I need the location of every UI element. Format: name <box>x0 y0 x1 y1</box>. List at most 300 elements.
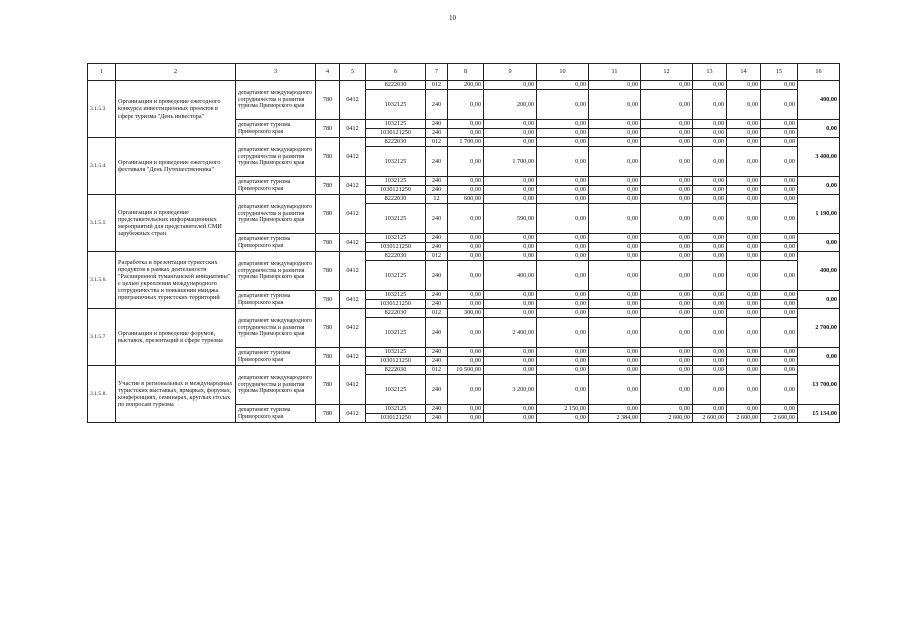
target-item-code: 8222030 <box>366 366 426 375</box>
amount-cell: 0,00 <box>693 309 727 318</box>
expense-type-code: 240 <box>426 300 448 309</box>
amount-cell: 2 600,00 <box>693 414 727 423</box>
amount-cell: 0,00 <box>537 186 589 195</box>
amount-cell: 0,00 <box>761 252 798 261</box>
amount-cell: 0,00 <box>589 243 641 252</box>
amount-cell: 0,00 <box>448 177 484 186</box>
target-item-code: 1030121250 <box>366 129 426 138</box>
section-code: 0412 <box>340 291 366 309</box>
expense-type-code: 240 <box>426 261 448 291</box>
amount-cell: 0,00 <box>641 120 693 129</box>
responsible-dept: департамент международного сотрудничества и развития туризма Приморского края <box>236 138 316 177</box>
amount-cell: 0,00 <box>448 375 484 405</box>
grbs-code: 780 <box>316 252 340 291</box>
budget-table <box>87 63 840 423</box>
amount-cell: 0,00 <box>693 291 727 300</box>
amount-cell: 0,00 <box>727 405 761 414</box>
responsible-dept: департамент международного сотрудничества и развития туризма Приморского края <box>236 81 316 120</box>
amount-cell: 0,00 <box>693 300 727 309</box>
section-code: 0412 <box>340 252 366 291</box>
item-total: 3 400,00 <box>798 138 840 177</box>
amount-cell: 0,00 <box>537 195 589 204</box>
target-item-code: 1032125 <box>366 120 426 129</box>
amount-cell: 0,00 <box>589 138 641 147</box>
target-item-code: 1032125 <box>366 348 426 357</box>
item-code: 3.1.5.4 <box>88 138 116 195</box>
amount-cell: 0,00 <box>589 195 641 204</box>
table-row <box>88 138 840 147</box>
responsible-dept: департамент туризма Приморского края <box>236 291 316 309</box>
amount-cell: 0,00 <box>641 186 693 195</box>
amount-cell: 0,00 <box>727 147 761 177</box>
expense-type-code: 240 <box>426 348 448 357</box>
responsible-dept: департамент туризма Приморского края <box>236 177 316 195</box>
amount-cell: 0,00 <box>484 186 537 195</box>
expense-type-code: 240 <box>426 375 448 405</box>
amount-cell: 0,00 <box>484 414 537 423</box>
amount-cell: 0,00 <box>484 120 537 129</box>
amount-cell: 0,00 <box>537 300 589 309</box>
amount-cell: 0,00 <box>537 177 589 186</box>
amount-cell: 0,00 <box>641 318 693 348</box>
amount-cell: 0,00 <box>693 366 727 375</box>
target-item-code: 1032125 <box>366 291 426 300</box>
target-item-code: 8222030 <box>366 309 426 318</box>
amount-cell: 0,00 <box>448 405 484 414</box>
amount-cell: 0,00 <box>448 300 484 309</box>
amount-cell: 0,00 <box>761 129 798 138</box>
expense-type-code: 240 <box>426 186 448 195</box>
amount-cell: 0,00 <box>693 195 727 204</box>
amount-cell: 0,00 <box>641 204 693 234</box>
target-item-code: 1032125 <box>366 375 426 405</box>
amount-cell: 590,00 <box>484 204 537 234</box>
amount-cell: 0,00 <box>537 138 589 147</box>
amount-cell: 0,00 <box>761 357 798 366</box>
amount-cell: 0,00 <box>641 81 693 90</box>
amount-cell: 0,00 <box>727 204 761 234</box>
responsible-dept: департамент туризма Приморского края <box>236 120 316 138</box>
section-code: 0412 <box>340 234 366 252</box>
amount-cell: 0,00 <box>589 375 641 405</box>
amount-cell: 0,00 <box>761 195 798 204</box>
amount-cell: 300,00 <box>448 309 484 318</box>
target-item-code: 1032125 <box>366 261 426 291</box>
responsible-dept: департамент международного сотрудничества и развития туризма Приморского края <box>236 309 316 348</box>
amount-cell: 0,00 <box>484 252 537 261</box>
amount-cell: 600,00 <box>448 195 484 204</box>
amount-cell: 0,00 <box>589 300 641 309</box>
item-total: 0,00 <box>798 348 840 366</box>
expense-type-code: 240 <box>426 291 448 300</box>
item-code: 3.1.5.5 <box>88 195 116 252</box>
amount-cell: 0,00 <box>537 120 589 129</box>
amount-cell: 0,00 <box>589 129 641 138</box>
amount-cell: 0,00 <box>589 120 641 129</box>
amount-cell: 0,00 <box>641 138 693 147</box>
amount-cell: 0,00 <box>448 357 484 366</box>
amount-cell: 0,00 <box>693 90 727 120</box>
amount-cell: 0,00 <box>589 147 641 177</box>
expense-type-code: 240 <box>426 357 448 366</box>
amount-cell: 0,00 <box>484 357 537 366</box>
table-row <box>88 195 840 204</box>
expense-type-code: 240 <box>426 90 448 120</box>
amount-cell: 1 700,00 <box>448 138 484 147</box>
target-item-code: 1032125 <box>366 177 426 186</box>
item-total: 2 700,00 <box>798 309 840 348</box>
amount-cell: 0,00 <box>761 234 798 243</box>
header-cell: 16 <box>798 64 840 81</box>
amount-cell: 0,00 <box>484 81 537 90</box>
item-total: 0,00 <box>798 291 840 309</box>
item-total: 400,00 <box>798 252 840 291</box>
amount-cell: 0,00 <box>589 81 641 90</box>
target-item-code: 1032125 <box>366 318 426 348</box>
amount-cell: 0,00 <box>484 348 537 357</box>
amount-cell: 0,00 <box>727 261 761 291</box>
amount-cell: 0,00 <box>761 366 798 375</box>
expense-type-code: 240 <box>426 129 448 138</box>
grbs-code: 780 <box>316 177 340 195</box>
amount-cell: 0,00 <box>693 243 727 252</box>
amount-cell: 0,00 <box>589 291 641 300</box>
amount-cell: 0,00 <box>727 357 761 366</box>
amount-cell: 0,00 <box>589 366 641 375</box>
amount-cell: 0,00 <box>641 405 693 414</box>
grbs-code: 780 <box>316 366 340 405</box>
amount-cell: 0,00 <box>589 261 641 291</box>
amount-cell: 0,00 <box>641 129 693 138</box>
amount-cell: 0,00 <box>484 138 537 147</box>
amount-cell: 0,00 <box>537 366 589 375</box>
amount-cell: 0,00 <box>589 348 641 357</box>
grbs-code: 780 <box>316 81 340 120</box>
expense-type-code: 012 <box>426 138 448 147</box>
expense-type-code: 12 <box>426 195 448 204</box>
grbs-code: 780 <box>316 120 340 138</box>
target-item-code: 1032125 <box>366 90 426 120</box>
amount-cell: 0,00 <box>537 252 589 261</box>
amount-cell: 0,00 <box>484 309 537 318</box>
amount-cell: 200,00 <box>448 81 484 90</box>
amount-cell: 0,00 <box>641 252 693 261</box>
amount-cell: 0,00 <box>484 366 537 375</box>
target-item-code: 1030121250 <box>366 300 426 309</box>
amount-cell: 0,00 <box>761 147 798 177</box>
amount-cell: 0,00 <box>448 348 484 357</box>
amount-cell: 0,00 <box>448 414 484 423</box>
amount-cell: 0,00 <box>761 375 798 405</box>
amount-cell: 2 400,00 <box>484 318 537 348</box>
responsible-dept: департамент туризма Приморского края <box>236 234 316 252</box>
amount-cell: 0,00 <box>727 186 761 195</box>
amount-cell: 0,00 <box>589 318 641 348</box>
amount-cell: 0,00 <box>727 120 761 129</box>
amount-cell: 0,00 <box>727 366 761 375</box>
amount-cell: 0,00 <box>448 90 484 120</box>
header-cell: 1 <box>88 64 116 81</box>
amount-cell: 0,00 <box>537 81 589 90</box>
table-row <box>88 366 840 375</box>
amount-cell: 0,00 <box>761 186 798 195</box>
amount-cell: 0,00 <box>693 357 727 366</box>
section-code: 0412 <box>340 195 366 234</box>
header-cell: 9 <box>484 64 537 81</box>
amount-cell: 0,00 <box>641 147 693 177</box>
amount-cell: 0,00 <box>484 405 537 414</box>
target-item-code: 8222030 <box>366 138 426 147</box>
expense-type-code: 240 <box>426 147 448 177</box>
amount-cell: 0,00 <box>641 234 693 243</box>
amount-cell: 0,00 <box>693 204 727 234</box>
amount-cell: 0,00 <box>537 147 589 177</box>
amount-cell: 10 500,00 <box>448 366 484 375</box>
amount-cell: 0,00 <box>484 234 537 243</box>
amount-cell: 0,00 <box>589 234 641 243</box>
amount-cell: 0,00 <box>448 120 484 129</box>
amount-cell: 0,00 <box>448 147 484 177</box>
expense-type-code: 240 <box>426 243 448 252</box>
expense-type-code: 240 <box>426 204 448 234</box>
amount-cell: 0,00 <box>589 252 641 261</box>
target-item-code: 8222030 <box>366 195 426 204</box>
amount-cell: 0,00 <box>448 129 484 138</box>
amount-cell: 0,00 <box>589 186 641 195</box>
target-item-code: 1030121250 <box>366 243 426 252</box>
amount-cell: 0,00 <box>761 204 798 234</box>
item-total: 15 134,00 <box>798 405 840 423</box>
target-item-code: 1030121250 <box>366 414 426 423</box>
amount-cell: 0,00 <box>537 204 589 234</box>
item-total: 0,00 <box>798 120 840 138</box>
amount-cell: 0,00 <box>484 195 537 204</box>
amount-cell: 0,00 <box>727 234 761 243</box>
amount-cell: 0,00 <box>727 291 761 300</box>
amount-cell: 0,00 <box>537 357 589 366</box>
item-total: 0,00 <box>798 177 840 195</box>
amount-cell: 0,00 <box>537 309 589 318</box>
item-code: 3.1.5.8. <box>88 366 116 423</box>
responsible-dept: департамент международного сотрудничества и развития туризма Приморского края <box>236 195 316 234</box>
amount-cell: 0,00 <box>693 120 727 129</box>
header-cell: 15 <box>761 64 798 81</box>
expense-type-code: 240 <box>426 414 448 423</box>
item-name: Организация и проведение представительских информационных мероприятий для представителей СМИ зарубежных стран <box>116 195 236 252</box>
grbs-code: 780 <box>316 138 340 177</box>
amount-cell: 0,00 <box>693 375 727 405</box>
amount-cell: 0,00 <box>448 318 484 348</box>
amount-cell: 0,00 <box>693 234 727 243</box>
responsible-dept: департамент туризма Приморского края <box>236 348 316 366</box>
amount-cell: 0,00 <box>727 309 761 318</box>
amount-cell: 0,00 <box>761 243 798 252</box>
amount-cell: 0,00 <box>761 81 798 90</box>
amount-cell: 0,00 <box>693 147 727 177</box>
amount-cell: 0,00 <box>727 300 761 309</box>
item-code: 3.1.5.6. <box>88 252 116 309</box>
amount-cell: 0,00 <box>693 405 727 414</box>
header-cell: 6 <box>366 64 426 81</box>
amount-cell: 0,00 <box>589 90 641 120</box>
amount-cell: 0,00 <box>761 291 798 300</box>
amount-cell: 0,00 <box>641 243 693 252</box>
responsible-dept: департамент туризма Приморского края <box>236 405 316 423</box>
amount-cell: 0,00 <box>693 318 727 348</box>
amount-cell: 200,00 <box>484 90 537 120</box>
section-code: 0412 <box>340 348 366 366</box>
header-cell: 5 <box>340 64 366 81</box>
amount-cell: 0,00 <box>761 405 798 414</box>
amount-cell: 0,00 <box>641 291 693 300</box>
header-row <box>88 64 840 81</box>
header-cell: 7 <box>426 64 448 81</box>
grbs-code: 780 <box>316 234 340 252</box>
target-item-code: 1032125 <box>366 204 426 234</box>
grbs-code: 780 <box>316 309 340 348</box>
amount-cell: 0,00 <box>484 177 537 186</box>
item-name: Организация и проведение ежегодного фестиваля "День Путешественника" <box>116 138 236 195</box>
amount-cell: 0,00 <box>537 243 589 252</box>
amount-cell: 1 700,00 <box>484 147 537 177</box>
amount-cell: 0,00 <box>727 318 761 348</box>
amount-cell: 0,00 <box>727 90 761 120</box>
target-item-code: 1030121250 <box>366 357 426 366</box>
amount-cell: 0,00 <box>589 177 641 186</box>
amount-cell: 0,00 <box>693 261 727 291</box>
expense-type-code: 240 <box>426 405 448 414</box>
amount-cell: 0,00 <box>448 204 484 234</box>
amount-cell: 0,00 <box>484 291 537 300</box>
amount-cell: 0,00 <box>484 129 537 138</box>
amount-cell: 0,00 <box>761 309 798 318</box>
amount-cell: 0,00 <box>537 375 589 405</box>
header-cell: 13 <box>693 64 727 81</box>
amount-cell: 0,00 <box>727 243 761 252</box>
amount-cell: 0,00 <box>693 138 727 147</box>
amount-cell: 0,00 <box>641 366 693 375</box>
amount-cell: 0,00 <box>589 405 641 414</box>
header-cell: 3 <box>236 64 316 81</box>
target-item-code: 8222030 <box>366 252 426 261</box>
item-total: 400,00 <box>798 81 840 120</box>
item-code: 3.1.5.7 <box>88 309 116 366</box>
section-code: 0412 <box>340 366 366 405</box>
amount-cell: 0,00 <box>693 252 727 261</box>
amount-cell: 0,00 <box>641 195 693 204</box>
expense-type-code: 012 <box>426 81 448 90</box>
item-total: 0,00 <box>798 234 840 252</box>
section-code: 0412 <box>340 81 366 120</box>
amount-cell: 0,00 <box>727 81 761 90</box>
amount-cell: 0,00 <box>641 300 693 309</box>
amount-cell: 0,00 <box>484 300 537 309</box>
amount-cell: 0,00 <box>693 129 727 138</box>
amount-cell: 0,00 <box>693 81 727 90</box>
amount-cell: 0,00 <box>761 138 798 147</box>
target-item-code: 1030121250 <box>366 186 426 195</box>
amount-cell: 0,00 <box>537 348 589 357</box>
header-cell: 4 <box>316 64 340 81</box>
amount-cell: 0,00 <box>537 291 589 300</box>
expense-type-code: 240 <box>426 234 448 243</box>
amount-cell: 0,00 <box>448 291 484 300</box>
table-row <box>88 252 840 261</box>
amount-cell: 0,00 <box>589 309 641 318</box>
target-item-code: 8222030 <box>366 81 426 90</box>
grbs-code: 780 <box>316 405 340 423</box>
header-cell: 2 <box>116 64 236 81</box>
responsible-dept: департамент международного сотрудничества и развития туризма Приморского края <box>236 252 316 291</box>
amount-cell: 0,00 <box>448 186 484 195</box>
target-item-code: 1032125 <box>366 147 426 177</box>
amount-cell: 0,00 <box>761 120 798 129</box>
item-code: 3.1.5.3 <box>88 81 116 138</box>
amount-cell: 0,00 <box>693 177 727 186</box>
amount-cell: 0,00 <box>537 318 589 348</box>
amount-cell: 0,00 <box>761 261 798 291</box>
section-code: 0412 <box>340 177 366 195</box>
amount-cell: 0,00 <box>448 252 484 261</box>
amount-cell: 2 150,00 <box>537 405 589 414</box>
header-cell: 10 <box>537 64 589 81</box>
amount-cell: 0,00 <box>727 138 761 147</box>
item-name: Организация и проведение ежегодного конкурса инвестиционных проектов в сфере туризма "День инвестора" <box>116 81 236 138</box>
amount-cell: 0,00 <box>641 309 693 318</box>
section-code: 0412 <box>340 405 366 423</box>
item-total: 1 190,00 <box>798 195 840 234</box>
amount-cell: 0,00 <box>761 90 798 120</box>
amount-cell: 0,00 <box>537 129 589 138</box>
amount-cell: 0,00 <box>484 243 537 252</box>
amount-cell: 0,00 <box>448 243 484 252</box>
amount-cell: 0,00 <box>761 177 798 186</box>
amount-cell: 0,00 <box>537 414 589 423</box>
amount-cell: 0,00 <box>589 357 641 366</box>
amount-cell: 0,00 <box>727 348 761 357</box>
amount-cell: 0,00 <box>641 261 693 291</box>
item-name: Участие в региональных и международных туристских выставках, ярмарках, форумах, конференциях, семинарах, круглых столах по вопросам туризма <box>116 366 236 423</box>
item-name: Организация и проведение форумов, выставок, презентаций в сфере туризма <box>116 309 236 366</box>
amount-cell: 0,00 <box>727 195 761 204</box>
amount-cell: 0,00 <box>727 177 761 186</box>
expense-type-code: 240 <box>426 318 448 348</box>
amount-cell: 3 200,00 <box>484 375 537 405</box>
grbs-code: 780 <box>316 348 340 366</box>
amount-cell: 0,00 <box>693 348 727 357</box>
amount-cell: 0,00 <box>641 375 693 405</box>
amount-cell: 0,00 <box>641 177 693 186</box>
section-code: 0412 <box>340 138 366 177</box>
grbs-code: 780 <box>316 195 340 234</box>
amount-cell: 2 600,00 <box>641 414 693 423</box>
table-row <box>88 309 840 318</box>
header-cell: 11 <box>589 64 641 81</box>
amount-cell: 0,00 <box>537 261 589 291</box>
amount-cell: 0,00 <box>727 252 761 261</box>
grbs-code: 780 <box>316 291 340 309</box>
expense-type-code: 240 <box>426 120 448 129</box>
amount-cell: 0,00 <box>641 348 693 357</box>
amount-cell: 0,00 <box>641 90 693 120</box>
amount-cell: 0,00 <box>448 261 484 291</box>
amount-cell: 0,00 <box>537 90 589 120</box>
expense-type-code: 240 <box>426 177 448 186</box>
header-cell: 12 <box>641 64 693 81</box>
amount-cell: 0,00 <box>641 357 693 366</box>
expense-type-code: 012 <box>426 309 448 318</box>
amount-cell: 0,00 <box>727 375 761 405</box>
